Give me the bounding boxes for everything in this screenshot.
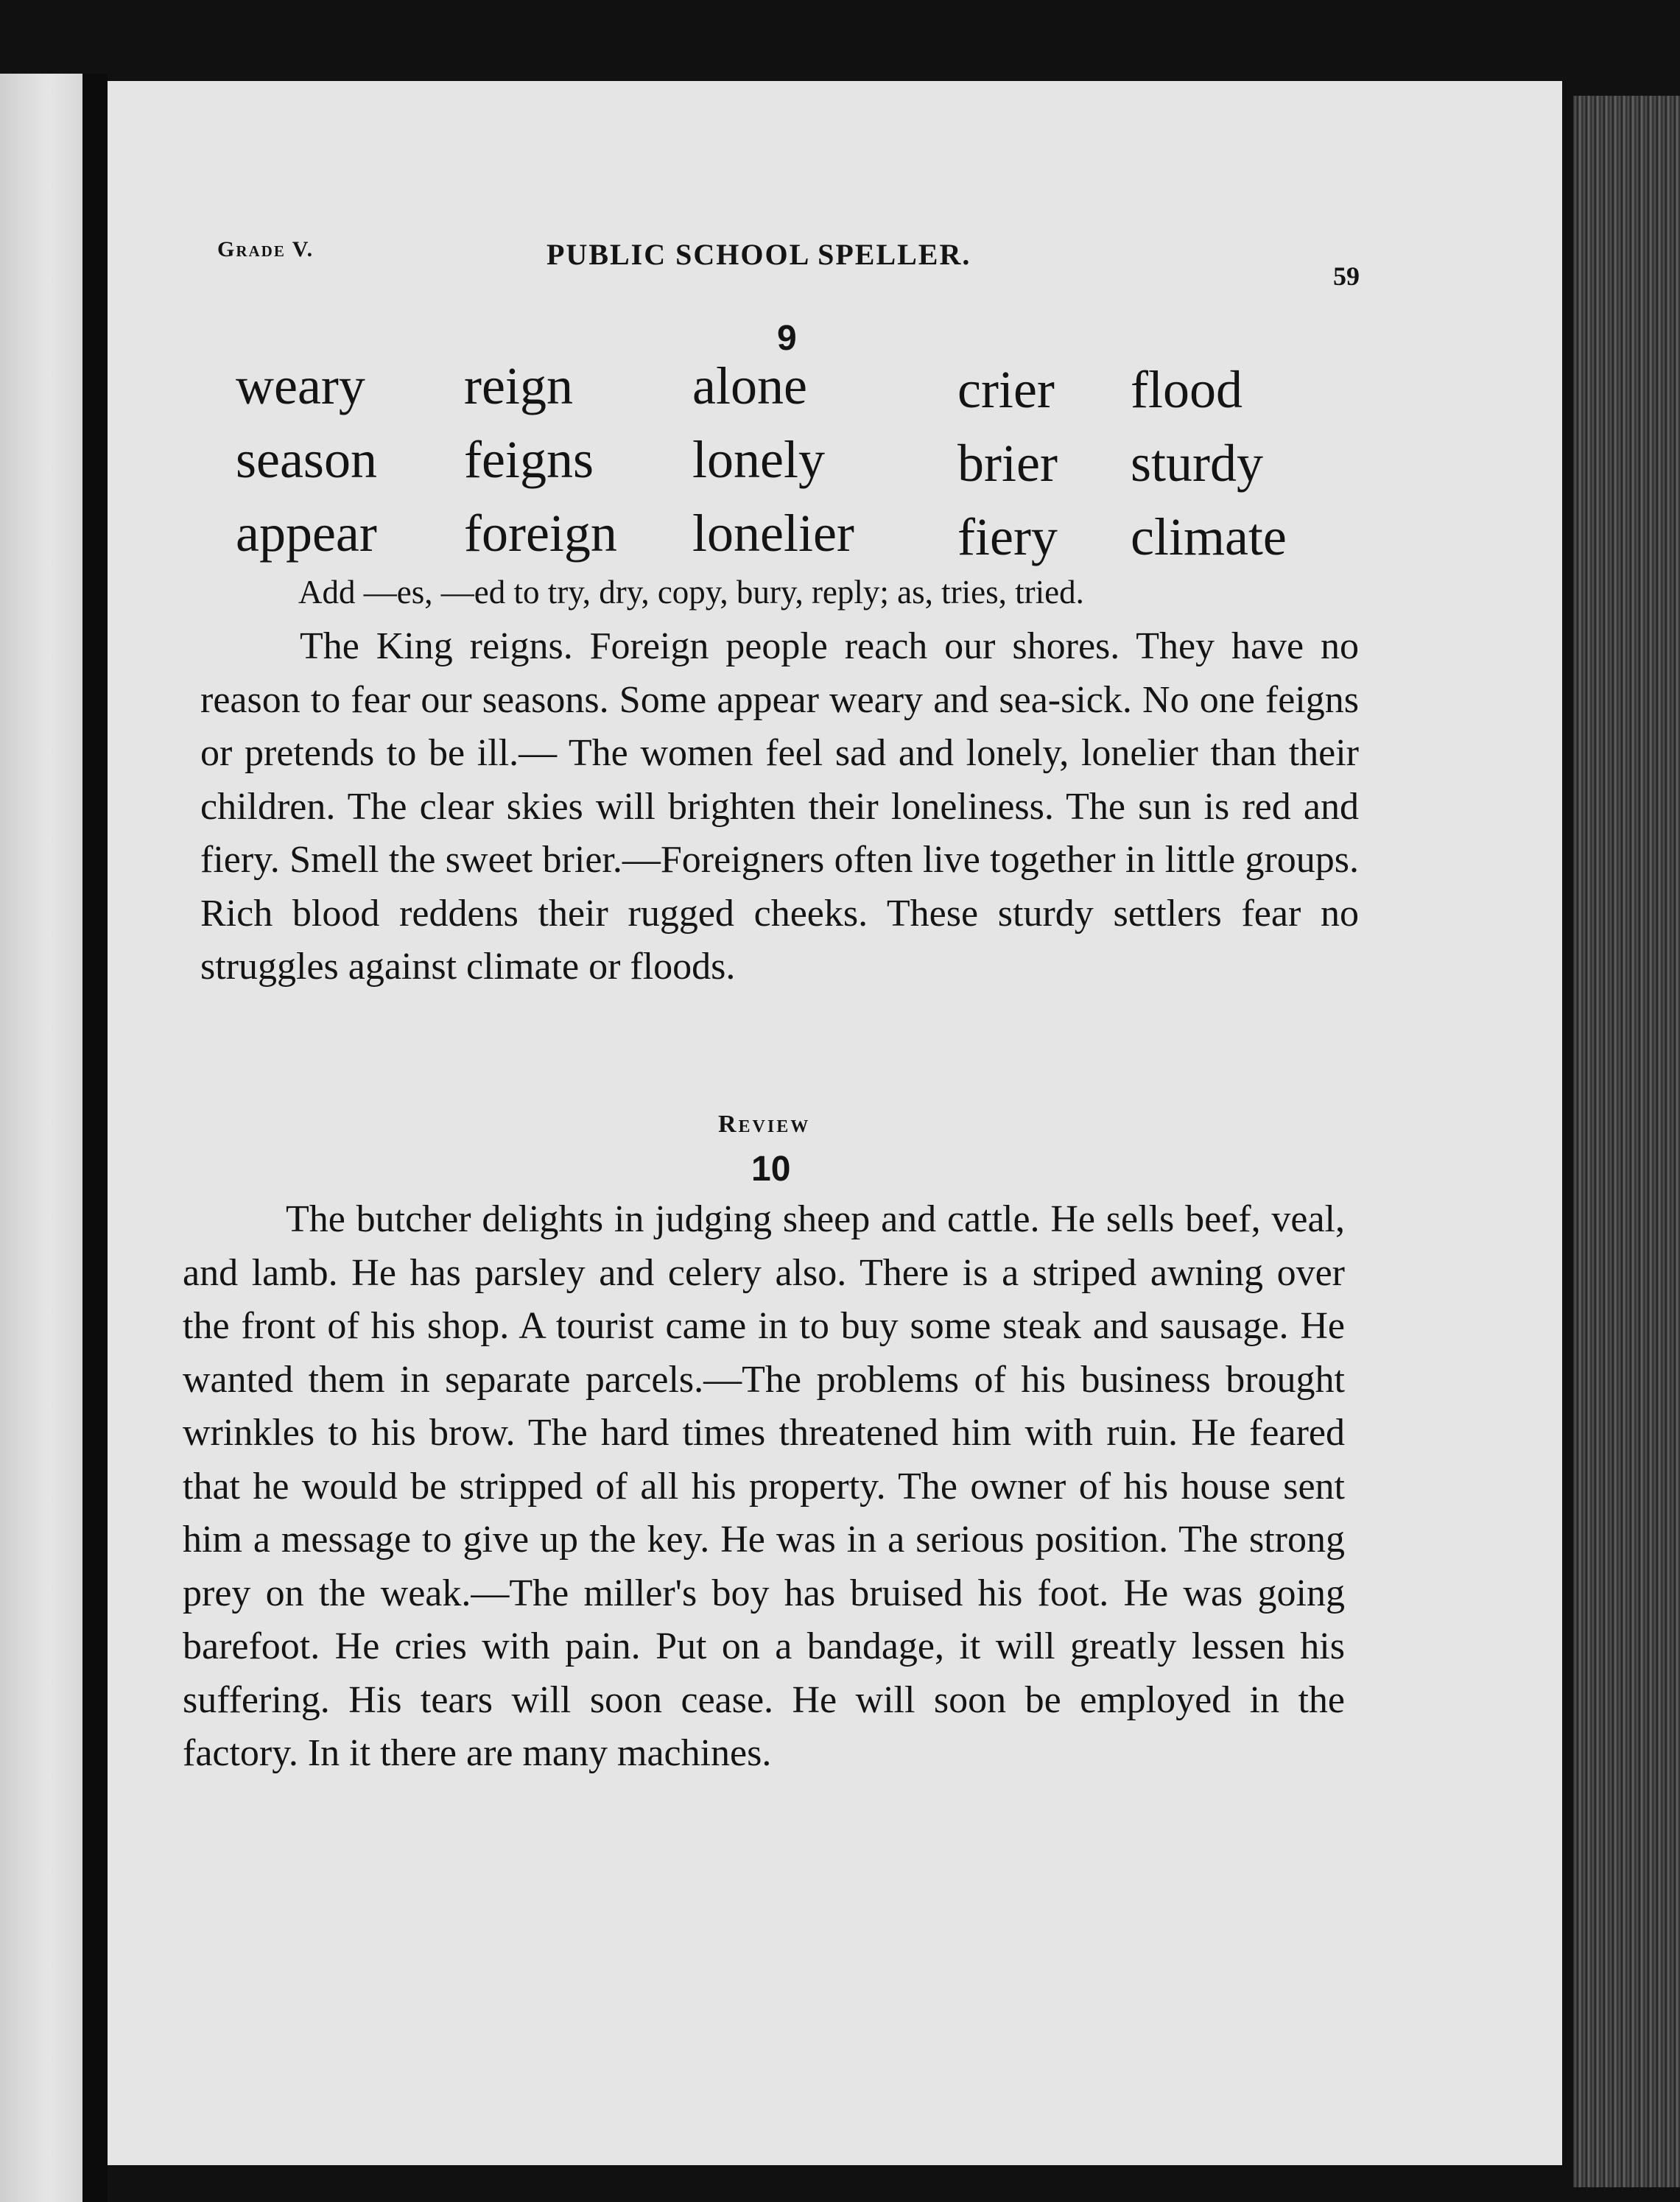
spelling-word: reign: [464, 356, 573, 415]
spelling-word: climate: [1131, 507, 1287, 566]
spelling-word: fiery: [957, 507, 1058, 566]
lesson-10-number: 10: [751, 1150, 791, 1189]
lesson-9-number: 9: [777, 319, 797, 358]
spelling-word: foreign: [464, 504, 617, 563]
spelling-word: lonely: [692, 430, 825, 489]
page-number: 59: [1333, 261, 1360, 291]
grade-label: Grade V.: [217, 237, 314, 261]
spelling-word: brier: [957, 434, 1058, 493]
page-block-edge: [1573, 96, 1680, 2187]
spelling-rule: Add —es, —ed to try, dry, copy, bury, reply; as, tries, tried.: [298, 574, 1084, 611]
spelling-word-grid: [236, 356, 1340, 580]
spelling-word: appear: [236, 504, 377, 563]
spelling-word: sturdy: [1131, 434, 1263, 493]
lesson-9-paragraph: The King reigns. Foreign people reach our shores. They have no reason to fear our seasons. Some appear weary and sea-sick. No one feigns or pretends to be ill.— The women feel sad and lonely, lonelier than their children. The clear skies will brighten their loneliness. The sun is red and fiery. Smell the sweet brier.—Foreigners often live together in little groups. Rich blood reddens their rugged cheeks. These sturdy settlers fear no struggles against climate or floods.: [200, 625, 1359, 988]
spelling-word: season: [236, 430, 377, 489]
spelling-word: flood: [1131, 360, 1243, 419]
review-heading: Review: [718, 1111, 811, 1138]
spelling-word: alone: [692, 356, 807, 415]
running-title: PUBLIC SCHOOL SPELLER.: [546, 238, 971, 271]
spelling-word: crier: [957, 360, 1055, 419]
spelling-word: weary: [236, 356, 365, 415]
spelling-word: lonelier: [692, 504, 854, 563]
spelling-word: feigns: [464, 430, 594, 489]
book-gutter: [82, 74, 108, 2202]
facing-page-edge: [0, 74, 82, 2202]
lesson-10-paragraph: The butcher delights in judging sheep and cattle. He sells beef, veal, and lamb. He has parsley and celery also. There is a striped awning over the front of his shop. A tourist came in to buy some steak and sausage. He wanted them in separate parcels.—The problems of his business brought wrinkles to his brow. The hard times threatened him with ruin. He feared that he would be stripped of all his property. The owner of his house sent him a message to give up the key. He was in a serious position. The strong prey on the weak.—The miller's boy has bruised his foot. He was going barefoot. He cries with pain. Put on a bandage, it will greatly lessen his suffering. His tears will soon cease. He will soon be employed in the factory. In it there are many machines.: [183, 1198, 1345, 1774]
